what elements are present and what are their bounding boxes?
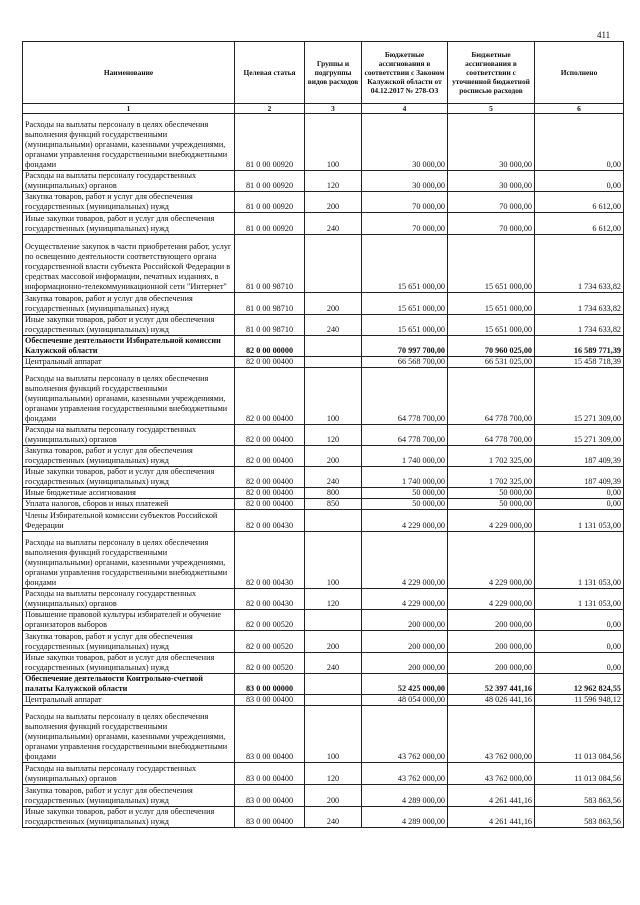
amount-executed: 0,00: [535, 653, 624, 674]
expense-group: 240: [305, 467, 362, 488]
amount-executed: 0,00: [535, 171, 624, 192]
row-name: Обеспечение деятельности Контрольно-счетной палаты Калужской области: [23, 674, 235, 695]
row-name: Расходы на выплаты персоналу государственных (муниципальных) органов: [23, 425, 235, 446]
amount-executed: 0,00: [535, 610, 624, 631]
table-row: [23, 674, 624, 695]
col-header-executed: Исполнено: [535, 42, 624, 104]
table-row: [23, 171, 624, 192]
row-name: Иные закупки товаров, работ и услуг для обеспечения государственных (муниципальных) нужд: [23, 807, 235, 828]
target-code: 82 0 00 00430: [235, 532, 305, 589]
col-header-refined: Бюджетные ассигнования в соответствии с уточненной бюджетной росписью расходов: [448, 42, 535, 104]
table-row: [23, 488, 624, 499]
target-code: 82 0 00 00520: [235, 631, 305, 653]
amount-refined: 1 702 325,00: [448, 446, 535, 467]
amount-law: 30 000,00: [362, 114, 448, 171]
target-code: 83 0 00 00400: [235, 763, 305, 785]
budget-table: [22, 41, 624, 828]
row-name: Уплата налогов, сборов и иных платежей: [23, 499, 235, 510]
column-number: 4: [362, 104, 448, 114]
table-row: [23, 213, 624, 235]
target-code: 82 0 00 00520: [235, 610, 305, 631]
amount-executed: 583 863,56: [535, 807, 624, 828]
amount-refined: 70 000,00: [448, 192, 535, 213]
target-code: 81 0 00 98710: [235, 315, 305, 336]
amount-law: 200 000,00: [362, 631, 448, 653]
amount-executed: 0,00: [535, 114, 624, 171]
expense-group: 120: [305, 171, 362, 192]
amount-refined: 50 000,00: [448, 488, 535, 499]
expense-group: 200: [305, 631, 362, 653]
expense-group: 200: [305, 446, 362, 467]
amount-executed: 15 458 718,39: [535, 357, 624, 368]
column-number: 5: [448, 104, 535, 114]
expense-group: 850: [305, 499, 362, 510]
table-row: [23, 368, 624, 425]
table-row: [23, 315, 624, 336]
expense-group: 200: [305, 293, 362, 315]
amount-refined: 30 000,00: [448, 171, 535, 192]
row-name: Расходы на выплаты персоналу государственных (муниципальных) органов: [23, 763, 235, 785]
amount-executed: 12 962 824,55: [535, 674, 624, 695]
row-name: Закупка товаров, работ и услуг для обеспечения государственных (муниципальных) нужд: [23, 446, 235, 467]
target-code: 81 0 00 00920: [235, 114, 305, 171]
amount-refined: 4 261 441,16: [448, 807, 535, 828]
table-row: [23, 785, 624, 807]
amount-executed: 0,00: [535, 488, 624, 499]
amount-executed: 1 131 053,00: [535, 532, 624, 589]
table-row: [23, 235, 624, 293]
amount-executed: 11 013 084,56: [535, 706, 624, 763]
expense-group: 200: [305, 192, 362, 213]
amount-law: 4 229 000,00: [362, 532, 448, 589]
row-name: Иные бюджетные ассигнования: [23, 488, 235, 499]
table-row: [23, 114, 624, 171]
target-code: 81 0 00 00920: [235, 171, 305, 192]
amount-law: 43 762 000,00: [362, 763, 448, 785]
amount-law: 4 229 000,00: [362, 589, 448, 610]
amount-executed: 187 409,39: [535, 446, 624, 467]
expense-group: 100: [305, 532, 362, 589]
amount-refined: 15 651 000,00: [448, 235, 535, 293]
amount-executed: 583 863,56: [535, 785, 624, 807]
amount-refined: 4 229 000,00: [448, 589, 535, 610]
amount-law: 30 000,00: [362, 171, 448, 192]
amount-refined: 52 397 441,16: [448, 674, 535, 695]
table-row: [23, 706, 624, 763]
amount-executed: 1 734 633,82: [535, 235, 624, 293]
amount-executed: 187 409,39: [535, 467, 624, 488]
table-row: [23, 807, 624, 828]
amount-law: 64 778 700,00: [362, 368, 448, 425]
column-number-row: [23, 104, 624, 114]
column-number: 1: [23, 104, 235, 114]
row-name: Иные закупки товаров, работ и услуг для обеспечения государственных (муниципальных) нужд: [23, 315, 235, 336]
expense-group: 120: [305, 763, 362, 785]
table-row: [23, 532, 624, 589]
amount-refined: 70 960 025,00: [448, 336, 535, 357]
target-code: 82 0 00 00400: [235, 488, 305, 499]
target-code: 83 0 00 00000: [235, 674, 305, 695]
row-name: Расходы на выплаты персоналу в целях обеспечения выполнения функций государственными (муниципальными) органами, казенными учреждениями, органами управления государственными внебюджетными фондами: [23, 706, 235, 763]
amount-refined: 64 778 700,00: [448, 368, 535, 425]
table-row: [23, 293, 624, 315]
header-row: [23, 42, 624, 104]
row-name: Закупка товаров, работ и услуг для обеспечения государственных (муниципальных) нужд: [23, 631, 235, 653]
table-row: [23, 589, 624, 610]
col-header-law: Бюджетные ассигнования в соответствии с Законом Калужской области от 04.12.2017 № 278-ОЗ: [362, 42, 448, 104]
target-code: 83 0 00 00400: [235, 706, 305, 763]
row-name: Центральный аппарат: [23, 695, 235, 706]
table-row: [23, 425, 624, 446]
row-name: Закупка товаров, работ и услуг для обеспечения государственных (муниципальных) нужд: [23, 192, 235, 213]
amount-refined: 66 531 025,00: [448, 357, 535, 368]
amount-law: 50 000,00: [362, 488, 448, 499]
amount-refined: 200 000,00: [448, 631, 535, 653]
amount-law: 52 425 000,00: [362, 674, 448, 695]
target-code: 82 0 00 00400: [235, 368, 305, 425]
table-row: [23, 357, 624, 368]
amount-law: 50 000,00: [362, 499, 448, 510]
target-code: 82 0 00 00400: [235, 357, 305, 368]
col-header-target: Целевая статья: [235, 42, 305, 104]
amount-refined: 200 000,00: [448, 610, 535, 631]
amount-refined: 1 702 325,00: [448, 467, 535, 488]
amount-executed: 11 596 948,12: [535, 695, 624, 706]
expense-group: 100: [305, 706, 362, 763]
amount-executed: 15 271 309,00: [535, 368, 624, 425]
table-row: [23, 610, 624, 631]
expense-group: [305, 695, 362, 706]
table-row: [23, 695, 624, 706]
table-row: [23, 763, 624, 785]
target-code: 82 0 00 00400: [235, 425, 305, 446]
expense-group: [305, 674, 362, 695]
row-name: Центральный аппарат: [23, 357, 235, 368]
amount-law: 43 762 000,00: [362, 706, 448, 763]
amount-executed: 16 589 771,39: [535, 336, 624, 357]
expense-group: 120: [305, 425, 362, 446]
row-name: Иные закупки товаров, работ и услуг для обеспечения государственных (муниципальных) нужд: [23, 653, 235, 674]
target-code: 82 0 00 00400: [235, 446, 305, 467]
amount-law: 200 000,00: [362, 610, 448, 631]
expense-group: 800: [305, 488, 362, 499]
amount-refined: 43 762 000,00: [448, 706, 535, 763]
row-name: Закупка товаров, работ и услуг для обеспечения государственных (муниципальных) нужд: [23, 785, 235, 807]
target-code: 81 0 00 00920: [235, 213, 305, 235]
amount-executed: 15 271 309,00: [535, 425, 624, 446]
expense-group: 200: [305, 785, 362, 807]
expense-group: 240: [305, 213, 362, 235]
target-code: 81 0 00 00920: [235, 192, 305, 213]
amount-law: 70 000,00: [362, 213, 448, 235]
amount-law: 70 000,00: [362, 192, 448, 213]
expense-group: 240: [305, 807, 362, 828]
amount-law: 4 289 000,00: [362, 807, 448, 828]
column-number: 2: [235, 104, 305, 114]
expense-group: 100: [305, 114, 362, 171]
amount-refined: 64 778 700,00: [448, 425, 535, 446]
amount-law: 1 740 000,00: [362, 446, 448, 467]
amount-law: 15 651 000,00: [362, 315, 448, 336]
target-code: 82 0 00 00000: [235, 336, 305, 357]
target-code: 81 0 00 98710: [235, 235, 305, 293]
table-row: [23, 631, 624, 653]
expense-group: [305, 336, 362, 357]
target-code: 83 0 00 00400: [235, 695, 305, 706]
expense-group: 240: [305, 653, 362, 674]
amount-law: 200 000,00: [362, 653, 448, 674]
table-row: [23, 336, 624, 357]
col-header-group: Группы и подгруппы видов расходов: [305, 42, 362, 104]
row-name: Расходы на выплаты персоналу государственных (муниципальных) органов: [23, 589, 235, 610]
amount-executed: 6 612,00: [535, 213, 624, 235]
expense-group: [305, 510, 362, 532]
amount-executed: 6 612,00: [535, 192, 624, 213]
row-name: Осуществление закупок в части приобретения работ, услуг по освещению деятельности соответствующего органа государственной власти субъекта Российской Федерации в средствах массовой информации, печатных изданиях, в информационно-телекоммуникационной сети "Интернет": [23, 235, 235, 293]
table-row: [23, 192, 624, 213]
amount-law: 4 229 000,00: [362, 510, 448, 532]
expense-group: [305, 610, 362, 631]
amount-executed: 0,00: [535, 631, 624, 653]
expense-group: [305, 357, 362, 368]
row-name: Расходы на выплаты персоналу в целях обеспечения выполнения функций государственными (муниципальными) органами, казенными учреждениями, органами управления государственными внебюджетными фондами: [23, 368, 235, 425]
amount-law: 4 289 000,00: [362, 785, 448, 807]
expense-group: 240: [305, 315, 362, 336]
amount-executed: 11 013 084,56: [535, 763, 624, 785]
page-number: 411: [597, 30, 611, 40]
row-name: Расходы на выплаты персоналу государственных (муниципальных) органов: [23, 171, 235, 192]
col-header-name: Наименование: [23, 42, 235, 104]
amount-refined: 48 026 441,16: [448, 695, 535, 706]
amount-law: 1 740 000,00: [362, 467, 448, 488]
amount-refined: 30 000,00: [448, 114, 535, 171]
row-name: Расходы на выплаты персоналу в целях обеспечения выполнения функций государственными (муниципальными) органами, казенными учреждениями, органами управления государственными внебюджетными фондами: [23, 532, 235, 589]
amount-executed: 1 734 633,82: [535, 315, 624, 336]
target-code: 82 0 00 00400: [235, 467, 305, 488]
target-code: 82 0 00 00400: [235, 499, 305, 510]
amount-refined: 4 229 000,00: [448, 510, 535, 532]
amount-refined: 50 000,00: [448, 499, 535, 510]
expense-group: 100: [305, 368, 362, 425]
amount-refined: 70 000,00: [448, 213, 535, 235]
row-name: Закупка товаров, работ и услуг для обеспечения государственных (муниципальных) нужд: [23, 293, 235, 315]
table-row: [23, 446, 624, 467]
row-name: Иные закупки товаров, работ и услуг для обеспечения государственных (муниципальных) нужд: [23, 467, 235, 488]
amount-refined: 15 651 000,00: [448, 293, 535, 315]
amount-refined: 4 261 441,16: [448, 785, 535, 807]
amount-refined: 200 000,00: [448, 653, 535, 674]
row-name: Расходы на выплаты персоналу в целях обеспечения выполнения функций государственными (муниципальными) органами, казенными учреждениями, органами управления государственными внебюджетными фондами: [23, 114, 235, 171]
amount-law: 70 997 700,00: [362, 336, 448, 357]
amount-refined: 4 229 000,00: [448, 532, 535, 589]
target-code: 81 0 00 98710: [235, 293, 305, 315]
column-number: 3: [305, 104, 362, 114]
amount-executed: 1 131 053,00: [535, 589, 624, 610]
target-code: 82 0 00 00430: [235, 510, 305, 532]
table-row: [23, 510, 624, 532]
table-row: [23, 653, 624, 674]
table-row: [23, 467, 624, 488]
amount-refined: 15 651 000,00: [448, 315, 535, 336]
row-name: Повышение правовой культуры избирателей и обучение организаторов выборов: [23, 610, 235, 631]
amount-law: 48 054 000,00: [362, 695, 448, 706]
amount-executed: 0,00: [535, 499, 624, 510]
target-code: 83 0 00 00400: [235, 785, 305, 807]
expense-group: [305, 235, 362, 293]
amount-executed: 1 131 053,00: [535, 510, 624, 532]
row-name: Иные закупки товаров, работ и услуг для обеспечения государственных (муниципальных) нужд: [23, 213, 235, 235]
target-code: 82 0 00 00430: [235, 589, 305, 610]
row-name: Члены Избирательной комиссии субъектов Российской Федерации: [23, 510, 235, 532]
amount-law: 15 651 000,00: [362, 293, 448, 315]
amount-executed: 1 734 633,82: [535, 293, 624, 315]
column-number: 6: [535, 104, 624, 114]
amount-law: 15 651 000,00: [362, 235, 448, 293]
amount-law: 66 568 700,00: [362, 357, 448, 368]
amount-law: 64 778 700,00: [362, 425, 448, 446]
target-code: 83 0 00 00400: [235, 807, 305, 828]
target-code: 82 0 00 00520: [235, 653, 305, 674]
table-row: [23, 499, 624, 510]
amount-refined: 43 762 000,00: [448, 763, 535, 785]
row-name: Обеспечение деятельности Избирательной комиссии Калужской области: [23, 336, 235, 357]
expense-group: 120: [305, 589, 362, 610]
